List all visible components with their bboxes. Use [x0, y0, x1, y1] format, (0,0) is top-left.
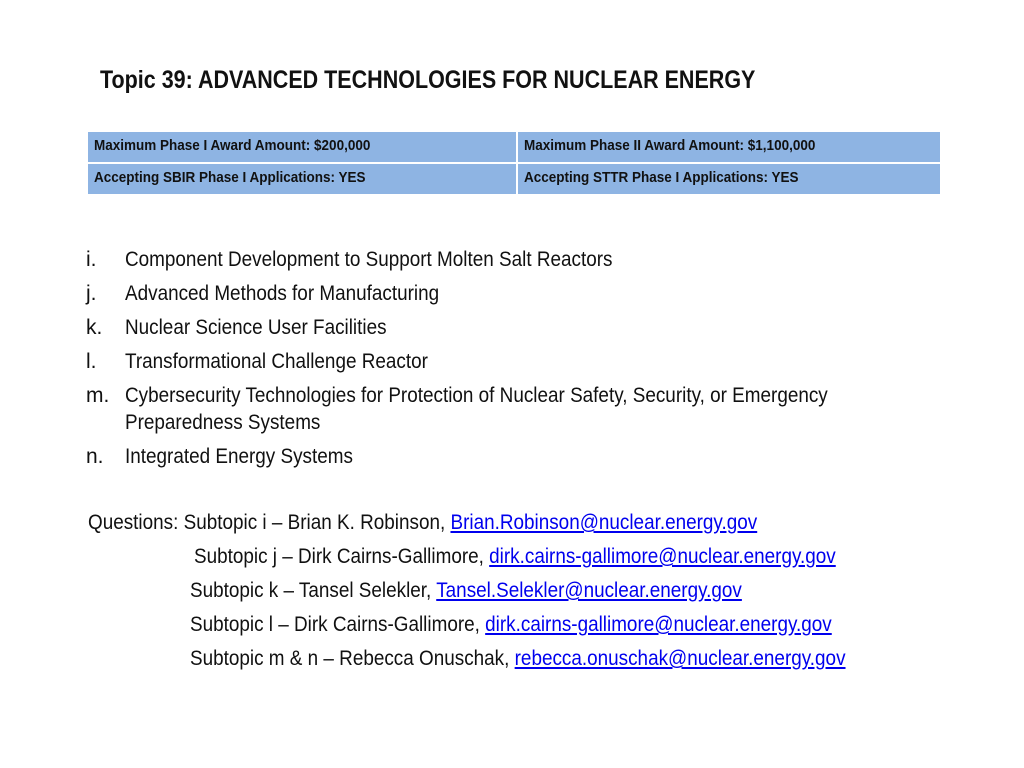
contact-email-link[interactable]: dirk.cairns-gallimore@nuclear.energy.gov [489, 545, 836, 568]
table-cell [87, 163, 517, 195]
list-marker: n. [86, 445, 104, 468]
contact-email-link[interactable]: rebecca.onuschak@nuclear.energy.gov [514, 647, 846, 670]
contact-subtopic: Subtopic k – Tansel Selekler, [190, 579, 432, 602]
subtopic-text: Transformational Challenge Reactor [125, 350, 428, 373]
list-item [86, 382, 986, 436]
subtopic-list [86, 246, 986, 477]
contact-email-link[interactable]: Brian.Robinson@nuclear.energy.gov [450, 511, 758, 534]
table-cell [87, 131, 517, 163]
subtopic-text: Advanced Methods for Manufacturing [125, 282, 440, 305]
table-row [87, 163, 941, 195]
contact-email-link[interactable]: dirk.cairns-gallimore@nuclear.energy.gov [485, 613, 832, 636]
subtopic-text: Cybersecurity Technologies for Protection of Nuclear Safety, Security, or Emergency Preparedness Systems [125, 384, 828, 434]
phase2-award-amount: Maximum Phase II Award Amount: $1,100,000 [524, 137, 816, 154]
award-info-table [86, 130, 942, 196]
contact-line [88, 511, 757, 535]
contact-subtopic: Subtopic i – Brian K. Robinson, [183, 511, 446, 534]
list-marker: k. [86, 316, 103, 339]
list-item [86, 443, 986, 470]
list-item [86, 280, 986, 307]
subtopic-text: Integrated Energy Systems [125, 445, 353, 468]
sttr-phase1-status: Accepting STTR Phase I Applications: YES [524, 169, 799, 186]
contact-subtopic: Subtopic m & n – Rebecca Onuschak, [190, 647, 510, 670]
list-item [86, 348, 986, 375]
table-cell [517, 131, 941, 163]
contact-line [190, 613, 832, 637]
subtopic-text: Component Development to Support Molten Salt Reactors [125, 248, 613, 271]
contact-line [190, 647, 846, 671]
list-marker: i. [86, 248, 97, 271]
contact-email-link[interactable]: Tansel.Selekler@nuclear.energy.gov [436, 579, 742, 602]
table-row [87, 131, 941, 163]
list-marker: j. [86, 282, 97, 305]
phase1-award-amount: Maximum Phase I Award Amount: $200,000 [94, 137, 371, 154]
contact-subtopic: Subtopic l – Dirk Cairns-Gallimore, [190, 613, 480, 636]
page-title: Topic 39: ADVANCED TECHNOLOGIES FOR NUCLEAR ENERGY [100, 66, 756, 94]
sbir-phase1-status: Accepting SBIR Phase I Applications: YES [94, 169, 366, 186]
contact-line [194, 545, 836, 569]
list-marker: m. [86, 384, 110, 407]
contact-subtopic: Subtopic j – Dirk Cairns-Gallimore, [194, 545, 484, 568]
contact-line [190, 579, 742, 603]
list-item [86, 246, 986, 273]
list-item [86, 314, 986, 341]
table-cell [517, 163, 941, 195]
questions-label: Questions: [88, 511, 179, 534]
subtopic-text: Nuclear Science User Facilities [125, 316, 387, 339]
list-marker: l. [86, 350, 97, 373]
